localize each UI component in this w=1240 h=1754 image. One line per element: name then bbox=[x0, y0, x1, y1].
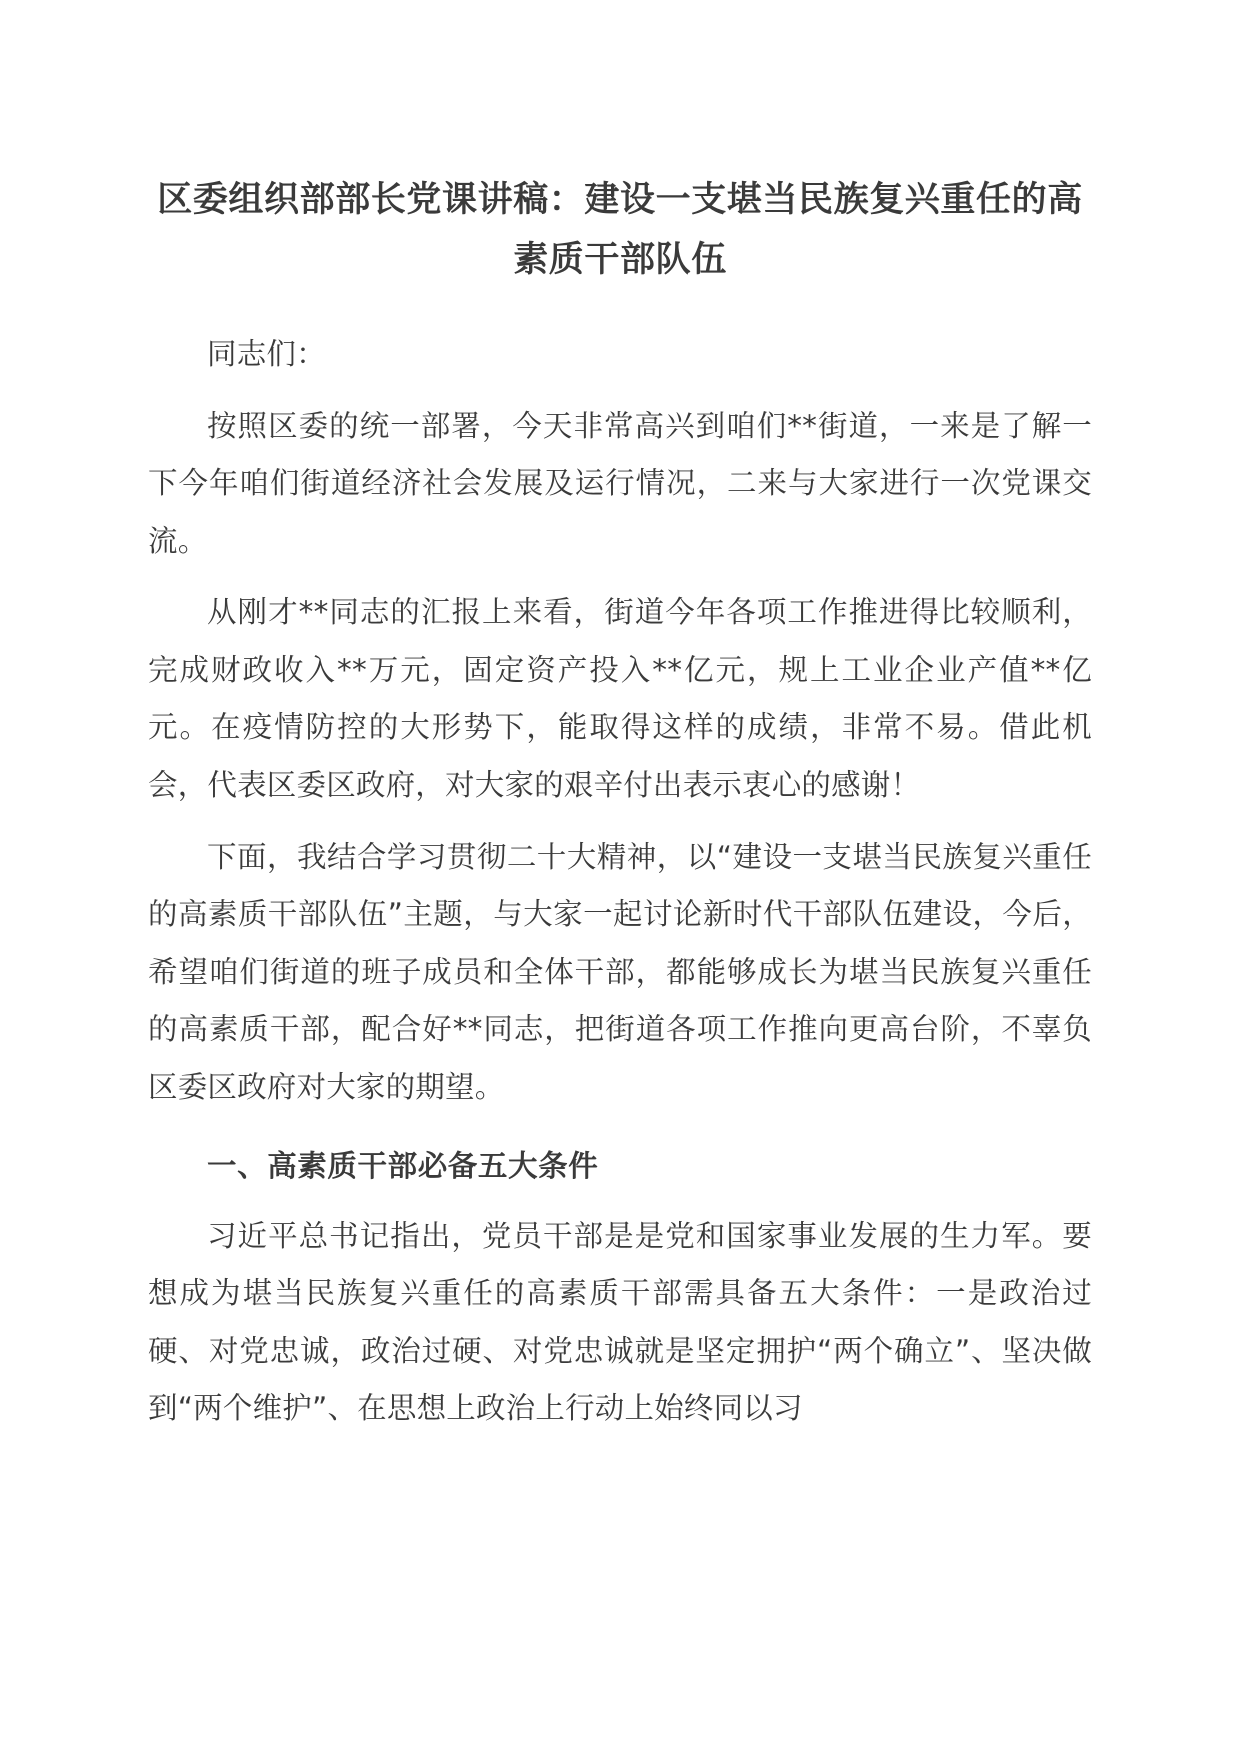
section-paragraph-1: 习近平总书记指出，党员干部是是党和国家事业发展的生力军。要想成为堪当民族复兴重任的高素质干部需具备五大条件：一是政治过硬、对党忠诚，政治过硬、对党忠诚就是坚定拥护“两个确立”、坚决做到“两个维护”、在思想上政治上行动上始终同以习 bbox=[148, 1218, 1092, 1426]
body-paragraph-1: 按照区委的统一部署，今天非常高兴到咱们**街道，一来是了解一下今年咱们街道经济社会发展及运行情况，二来与大家进行一次党课交流。 bbox=[148, 408, 1092, 558]
page-title: 区委组织部部长党课讲稿：建设一支堪当民族复兴重任的高素质干部队伍 bbox=[157, 180, 1083, 281]
body-paragraph-3: 下面，我结合学习贯彻二十大精神，以“建设一支堪当民族复兴重任的高素质干部队伍”主题，与大家一起讨论新时代干部队伍建设，今后，希望咱们街道的班子成员和全体干部，都能够成长为堪当民族复兴重任的高素质干部，配合好**同志，把街道各项工作推向更高台阶，不辜负区委区政府对大家的期望。 bbox=[148, 839, 1092, 1104]
body-paragraph-2: 从刚才**同志的汇报上来看，街道今年各项工作推进得比较顺利，完成财政收入**万元，固定资产投入**亿元，规上工业企业产值**亿元。在疫情防控的大形势下，能取得这样的成绩，非常不易。借此机会，代表区委区政府，对大家的艰辛付出表示衷心的感谢！ bbox=[148, 595, 1092, 802]
section-heading-1: 一、高素质干部必备五大条件 bbox=[207, 1149, 599, 1184]
salutation: 同志们： bbox=[207, 337, 326, 372]
